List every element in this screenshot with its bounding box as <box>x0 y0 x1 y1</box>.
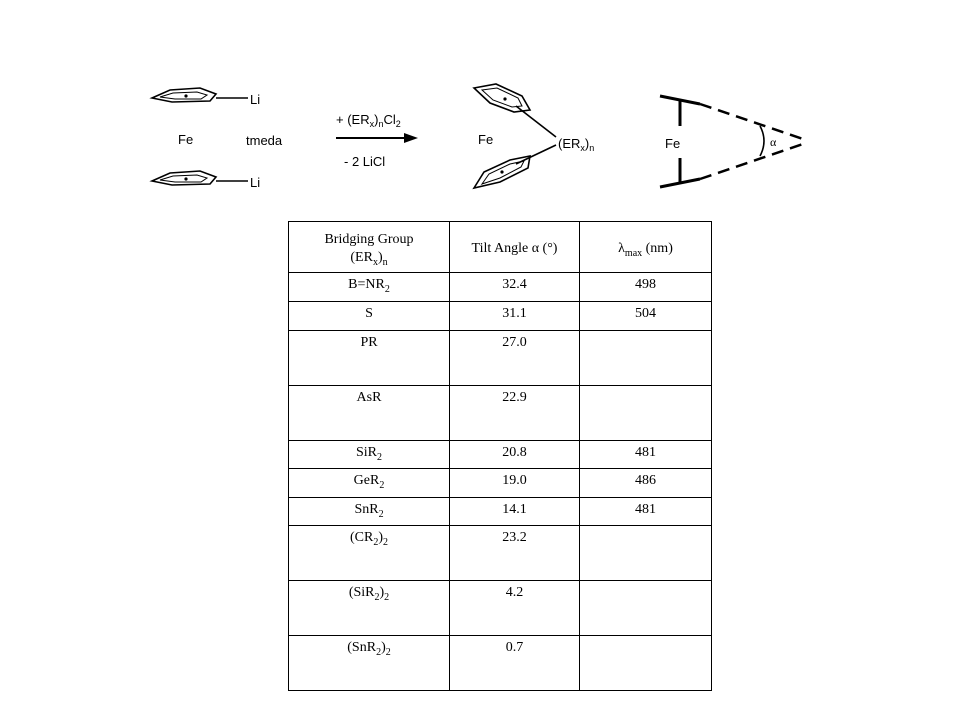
cell-bridging-group: $(SnR_2)_2$ <box>289 636 450 691</box>
cell-lambda-max: 498 <box>580 273 712 302</box>
cell-tilt-angle: 0.7 <box>450 636 580 691</box>
table-row <box>289 526 712 581</box>
cell-lambda-max <box>580 331 712 386</box>
cell-tilt-angle: 4.2 <box>450 581 580 636</box>
li-top-label: Li <box>250 92 261 107</box>
reaction-scheme <box>0 0 960 215</box>
table-row <box>289 302 712 331</box>
cell-bridging-group: $(CR_2)_2$ <box>289 526 450 581</box>
byproduct-label: - 2 LiCl <box>344 154 386 169</box>
tilt-angle-table <box>288 221 712 691</box>
cell-lambda-max: 481 <box>580 441 712 469</box>
cell-lambda-max <box>580 386 712 441</box>
cell-tilt-angle: 27.0 <box>450 331 580 386</box>
li-bottom-label: Li <box>250 175 261 190</box>
header-lambda-max: $\lambda_{max}$ (nm) <box>580 222 712 273</box>
cell-lambda-max <box>580 526 712 581</box>
cell-tilt-angle: 23.2 <box>450 526 580 581</box>
cell-tilt-angle: 19.0 <box>450 469 580 498</box>
cell-bridging-group: S <box>289 302 450 331</box>
alpha-angle-label: α <box>770 135 777 149</box>
table-row <box>289 441 712 469</box>
cell-lambda-max <box>580 636 712 691</box>
angle-fe-label: Fe <box>665 136 681 151</box>
cell-lambda-max <box>580 581 712 636</box>
cell-bridging-group: SiR$_2$ <box>289 441 450 469</box>
tilt-angle-diagram <box>660 96 806 187</box>
table-row <box>289 636 712 691</box>
dilithioferrocene-structure <box>152 88 248 185</box>
cell-lambda-max: 486 <box>580 469 712 498</box>
cell-lambda-max: 481 <box>580 498 712 526</box>
cell-bridging-group: GeR$_2$ <box>289 469 450 498</box>
table-header-row <box>289 222 712 273</box>
header-tilt-angle: Tilt Angle α (°) <box>450 222 580 273</box>
cell-bridging-group: $(SiR_2)_2$ <box>289 581 450 636</box>
header-bridging-group: Bridging Group $(ER_x)_n$ <box>289 222 450 273</box>
table-row <box>289 498 712 526</box>
table-row <box>289 331 712 386</box>
fe-label: Fe <box>178 132 194 147</box>
cell-bridging-group: PR <box>289 331 450 386</box>
table-row <box>289 386 712 441</box>
product-bridge-label: $(ER_x)_n$ <box>558 136 595 153</box>
table-row <box>289 273 712 302</box>
table-row <box>289 469 712 498</box>
cell-bridging-group: SnR$_2$ <box>289 498 450 526</box>
cell-bridging-group: AsR <box>289 386 450 441</box>
cell-lambda-max: 504 <box>580 302 712 331</box>
tmeda-label: tmeda <box>246 133 283 148</box>
reagent-label: + $(ER_x)_nCl_2$ <box>336 112 401 129</box>
reaction-arrow <box>336 133 418 143</box>
cell-tilt-angle: 32.4 <box>450 273 580 302</box>
cell-bridging-group: $B=NR_2$ <box>289 273 450 302</box>
cell-tilt-angle: 14.1 <box>450 498 580 526</box>
cell-tilt-angle: 22.9 <box>450 386 580 441</box>
cell-tilt-angle: 20.8 <box>450 441 580 469</box>
table-row <box>289 581 712 636</box>
product-fe-label: Fe <box>478 132 494 147</box>
cell-tilt-angle: 31.1 <box>450 302 580 331</box>
